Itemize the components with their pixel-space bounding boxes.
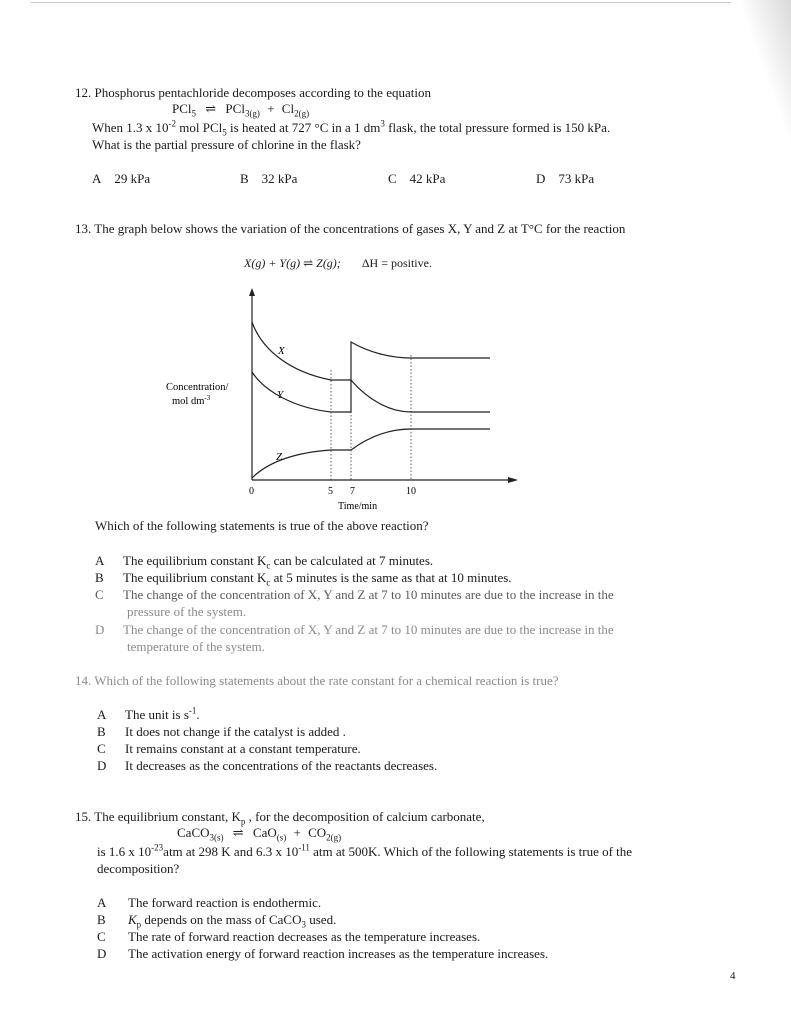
q13-stem: 13. The graph below shows the variation of the concentrations of gases X, Y and Z at T°C for the reaction	[75, 221, 626, 236]
q12-line3: When 1.3 x $10^{-2}$ mol PCl$_5$ is heated at 727 °C in a 1 $dm^3$ flask, the total pressure formed is 150 kPa.	[92, 118, 611, 138]
q15-line4: decomposition?	[97, 861, 180, 876]
q13-option-a[interactable]: A The equilibrium constant $K_c$ can be calculated at 7 minutes.	[95, 553, 434, 571]
x-axis-arrow-icon	[508, 477, 518, 483]
q14-option-c[interactable]: C It remains constant at a constant temperature.	[97, 741, 361, 756]
q12-equation: PCl$_5$ ⇌ $PCl_{3(g)} + Cl_{2(g)}$	[172, 101, 310, 119]
curve-z	[252, 429, 490, 478]
q12-option-c[interactable]: C 42 kPa	[388, 171, 446, 186]
q14-stem: 14. Which of the following statements about the rate constant for a chemical reaction is true?	[75, 673, 559, 688]
q13-equation: X(g) + Y(g) ⇌ Z(g); ΔH = positive.	[244, 256, 432, 270]
page-number: 4	[730, 970, 736, 982]
q13-option-c-cont: pressure of the system.	[127, 604, 247, 619]
q12-option-a[interactable]: A 29 kPa	[92, 171, 151, 186]
tick-7: 7	[350, 486, 355, 497]
tick-5: 5	[328, 486, 333, 497]
q15-option-d[interactable]: D The activation energy of forward reaction increases as the temperature increases.	[97, 946, 549, 961]
label-x: X	[278, 345, 285, 357]
x-label: Time/min	[338, 501, 378, 512]
label-z: Z	[276, 451, 283, 463]
tick-0: 0	[249, 486, 254, 497]
q14-option-b[interactable]: B It does not change if the catalyst is added .	[97, 724, 346, 739]
q13-graph	[150, 280, 530, 515]
q15-equation: CaCO$_{3(s)}$ ⇌ $CaO_{(s)} + CO_{2(g)}$	[177, 825, 342, 843]
y-axis-arrow-icon	[249, 288, 255, 296]
q13-option-d-cont: temperature of the system.	[127, 639, 265, 654]
q15-line3: is 1.6 x $10^{-23}atm$ at 298 K and 6.3 x $10^{-11}$ atm at 500K. Which of the following statements is true of the	[97, 842, 633, 859]
q15-option-c[interactable]: C The rate of forward reaction decreases as the temperature increases.	[97, 929, 481, 944]
label-y: Y	[277, 389, 284, 401]
curve-x	[252, 322, 490, 380]
y-label-line2: mol $dm^{-3}$	[172, 394, 211, 407]
q12-option-b[interactable]: B 32 kPa	[240, 171, 298, 186]
q13-option-c[interactable]: C The change of the concentration of X, Y and Z at 7 to 10 minutes are due to the increase in the	[95, 587, 614, 602]
top-edge-line	[30, 2, 731, 3]
q13-question: Which of the following statements is true of the above reaction?	[95, 518, 429, 533]
tick-10: 10	[406, 486, 416, 497]
q15-option-a[interactable]: A The forward reaction is endothermic.	[97, 895, 322, 910]
q13-option-d[interactable]: D The change of the concentration of X, Y and Z at 7 to 10 minutes are due to the increase in the	[95, 622, 614, 637]
q12-option-d[interactable]: D 73 kPa	[536, 171, 595, 186]
q15-stem: 15. The equilibrium constant, $K_p$ , for the decomposition of calcium carbonate,	[75, 809, 485, 827]
q15-option-b[interactable]: B $K_p$ depends on the mass of CaCO$_3$ used.	[97, 912, 337, 930]
y-label-line1: Concentration/	[166, 382, 229, 393]
page-fold-shadow	[731, 0, 791, 200]
q12-stem: 12. Phosphorus pentachloride decomposes according to the equation	[75, 85, 431, 100]
q13-option-b[interactable]: B The equilibrium constant $K_c$ at 5 minutes is the same as that at 10 minutes.	[95, 570, 512, 588]
q14-option-d[interactable]: D It decreases as the concentrations of the reactants decreases.	[97, 758, 438, 773]
q12-line4: What is the partial pressure of chlorine in the flask?	[92, 137, 361, 152]
curve-y	[252, 372, 490, 412]
q14-option-a[interactable]: A The unit is $s^{-1}$.	[97, 705, 200, 722]
